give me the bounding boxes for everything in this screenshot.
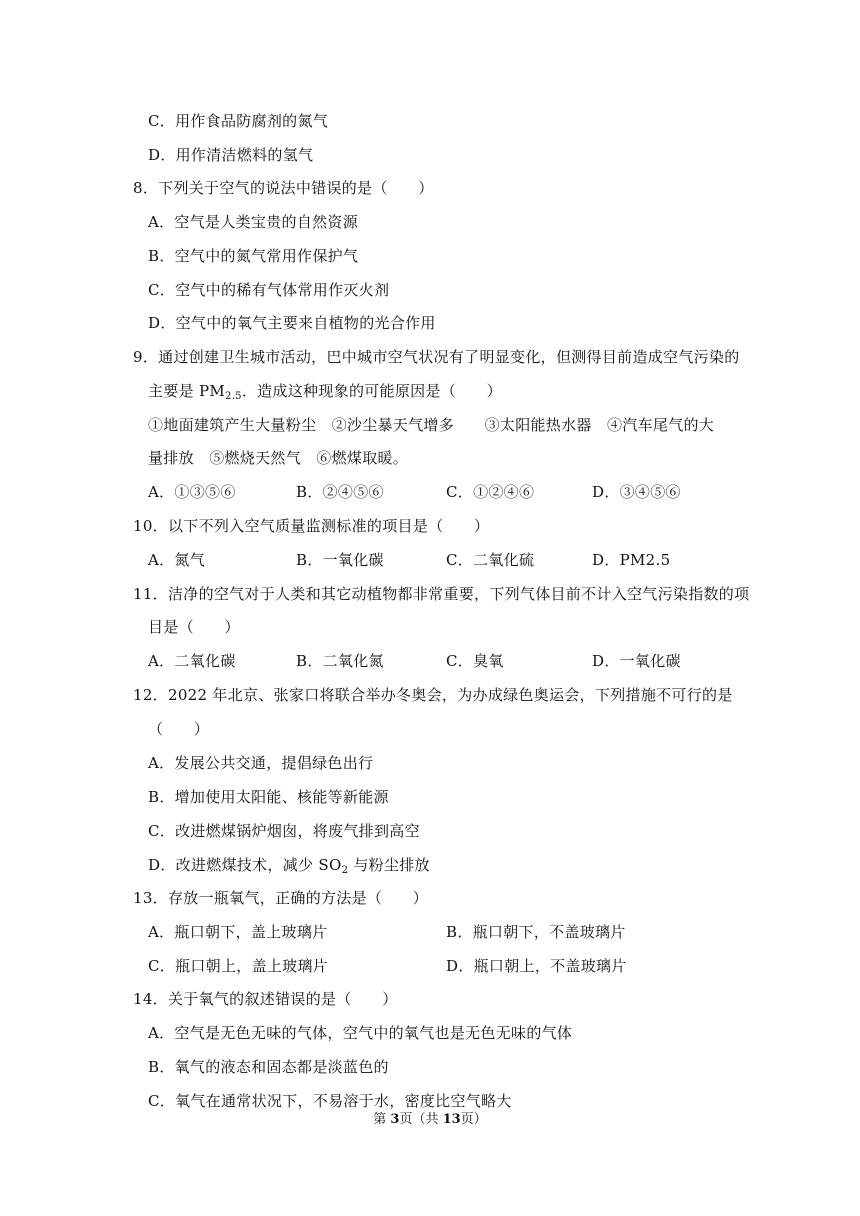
q9-items-line2: 量排放 ⑤燃烧天然气 ⑥燃煤取暖。 [148, 449, 409, 467]
page-total: 13 [442, 1112, 461, 1127]
q8-option-b: B．空气中的氮气常用作保护气 [148, 247, 359, 265]
q11-option-c: C．臭氧 [446, 652, 504, 670]
q9-stem-line2-rest: ．造成这种现象的可能原因是（ ） [241, 382, 502, 400]
q12-option-d-text: D．改进燃煤技术，减少 SO [148, 856, 342, 874]
q12-option-c: C．改进燃煤锅炉烟囱，将废气排到高空 [148, 822, 420, 840]
q13-option-c: C．瓶口朝上，盖上玻璃片 [148, 957, 329, 975]
q11-option-d: D．一氧化碳 [592, 652, 681, 670]
q12-option-b: B．增加使用太阳能、核能等新能源 [148, 788, 389, 806]
q9-option-c: C．①②④⑥ [446, 483, 535, 501]
q9-stem-line2-text: 主要是 PM [148, 382, 226, 400]
footer-prefix: 第 [373, 1112, 391, 1127]
pm25-subscript: 2.5 [225, 391, 242, 402]
q8-stem: 8．下列关于空气的说法中错误的是（ ） [133, 179, 434, 197]
q11-option-a: A．二氧化碳 [148, 652, 236, 670]
q11-stem-line1: 11．洁净的空气对于人类和其它动植物都非常重要，下列气体目前不计入空气污染指数的项 [133, 585, 750, 603]
q11-stem-line2: 目是（ ） [148, 618, 240, 636]
q9-items-line1: ①地面建筑产生大量粉尘 ②沙尘暴天气增多 ③太阳能热水器 ④汽车尾气的大 [148, 416, 715, 434]
q10-stem: 10．以下不列入空气质量监测标准的项目是（ ） [133, 517, 490, 535]
footer-suffix: 页） [460, 1112, 487, 1127]
footer-middle: 页（共 [399, 1112, 443, 1127]
q9-option-d: D．③④⑤⑥ [592, 483, 681, 501]
q7-option-d: D．用作清洁燃料的氢气 [148, 146, 314, 164]
q13-stem: 13．存放一瓶氧气，正确的方法是（ ） [133, 889, 429, 907]
q9-stem-line2 [148, 381, 502, 407]
q14-option-b: B．氧气的液态和固态都是淡蓝色的 [148, 1058, 389, 1076]
q12-stem-line1: 12．2022 年北京、张家口将联合举办冬奥会，为办成绿色奥运会，下列措施不可行的是 [133, 686, 733, 704]
q9-stem-line1: 9．通过创建卫生城市活动，巴中城市空气状况有了明显变化，但测得目前造成空气污染的 [133, 348, 740, 366]
q12-option-a: A．发展公共交通，提倡绿色出行 [148, 754, 374, 772]
page-footer [0, 1111, 860, 1129]
q8-option-a: A．空气是人类宝贵的自然资源 [148, 213, 359, 231]
q12-stem-line2: （ ） [148, 720, 210, 738]
q8-option-c: C．空气中的稀有气体常用作灭火剂 [148, 281, 390, 299]
q9-option-a: A．①③⑤⑥ [148, 483, 236, 501]
q10-option-c: C．二氧化硫 [446, 551, 535, 569]
q13-option-a: A．瓶口朝下，盖上玻璃片 [148, 923, 328, 941]
q10-option-a: A．氮气 [148, 551, 206, 569]
q9-option-b: B．②④⑤⑥ [296, 483, 384, 501]
page-number: 3 [390, 1112, 400, 1127]
q14-option-a: A．空气是无色无味的气体，空气中的氧气也是无色无味的气体 [148, 1024, 573, 1042]
q10-option-b: B．一氧化碳 [296, 551, 384, 569]
q14-stem: 14．关于氧气的叙述错误的是（ ） [133, 990, 398, 1008]
q7-option-c: C．用作食品防腐剂的氮气 [148, 112, 329, 130]
q13-option-d: D．瓶口朝上，不盖玻璃片 [446, 957, 627, 975]
q11-option-b: B．二氧化氮 [296, 652, 384, 670]
q14-option-c: C．氧气在通常状况下，不易溶于水，密度比空气略大 [148, 1092, 512, 1110]
q10-option-d: D．PM2.5 [592, 551, 671, 569]
q12-option-d-rest: 与粉尘排放 [348, 856, 430, 874]
so2-subscript: 2 [341, 865, 349, 876]
q12-option-d [148, 855, 430, 881]
q8-option-d: D．空气中的氧气主要来自植物的光合作用 [148, 314, 436, 332]
q13-option-b: B．瓶口朝下，不盖玻璃片 [446, 923, 626, 941]
